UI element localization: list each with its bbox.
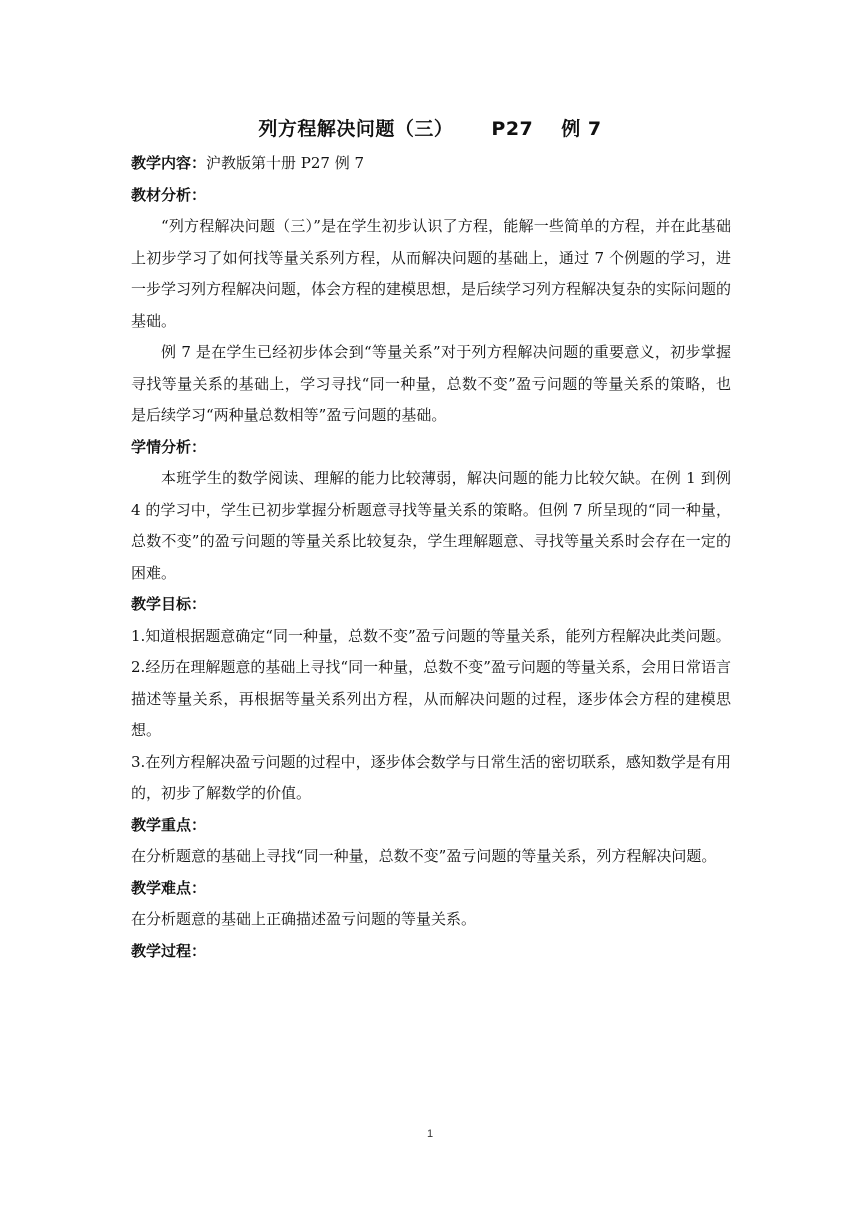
document-body [131,148,731,967]
document-title [0,114,860,141]
textbook-analysis-paragraph-1: “列方程解决问题（三）”是在学生初步认识了方程，能解一些简单的方程，并在此基础上初步学习了如何找等量关系列方程，从而解决问题的基础上，通过 7 个例题的学习，进一步学习列方程解决问题，体会方程的建模思想，是后续学习列方程解决复杂的实际问题的基础。 [131,217,732,330]
content-line [131,148,731,180]
page-number: 1 [426,1128,434,1140]
key-point-text: 在分析题意的基础上寻找“同一种量，总数不变”盈亏问题的等量关系，列方程解决问题。 [131,847,717,865]
teaching-goals-heading: 教学目标： [131,595,207,613]
title-page-ref: P27 [491,118,534,140]
teaching-process-heading: 教学过程： [131,941,207,960]
content-value: 沪教版第十册 P27 例 7 [206,154,365,172]
title-main: 列方程解决问题（三） [258,118,454,140]
student-analysis-paragraph: 本班学生的数学阅读、理解的能力比较薄弱，解决问题的能力比较欠缺。在例 1 到例 4 的学习中，学生已初步掌握分析题意寻找等量关系的策略。但例 7 所呈现的“同一种量，总数不变”的盈亏问题的等量关系比较复杂，学生理解题意、寻找等量关系时会存在一定的困难。 [131,469,731,582]
difficulty-text: 在分析题意的基础上正确描述盈亏问题的等量关系。 [131,910,477,928]
key-point-heading: 教学重点： [131,815,207,834]
textbook-analysis-heading: 教材分析： [131,185,207,204]
title-example: 例 7 [561,118,602,140]
teaching-goal-2: 2.经历在理解题意的基础上寻找“同一种量，总数不变”盈亏问题的等量关系，会用日常语言描述等量关系，再根据等量关系列出方程，从而解决问题的过程，逐步体会方程的建模思想。 [131,658,731,739]
teaching-goal-3: 3.在列方程解决盈亏问题的过程中，逐步体会数学与日常生活的密切联系，感知数学是有用的，初步了解数学的价值。 [131,752,731,802]
student-analysis-heading: 学情分析： [131,437,207,456]
difficulty-heading: 教学难点： [131,878,207,897]
textbook-analysis-paragraph-2: 例 7 是在学生已经初步体会到“等量关系”对于列方程解决问题的重要意义，初步掌握寻找等量关系的基础上，学习寻找“同一种量，总数不变”盈亏问题的等量关系的策略，也是后续学习“两种量总数相等”盈亏问题的基础。 [131,343,731,424]
teaching-goal-1: 1.知道根据题意确定“同一种量，总数不变”盈亏问题的等量关系，能列方程解决此类问题。 [131,626,731,645]
content-label: 教学内容： [131,154,207,172]
